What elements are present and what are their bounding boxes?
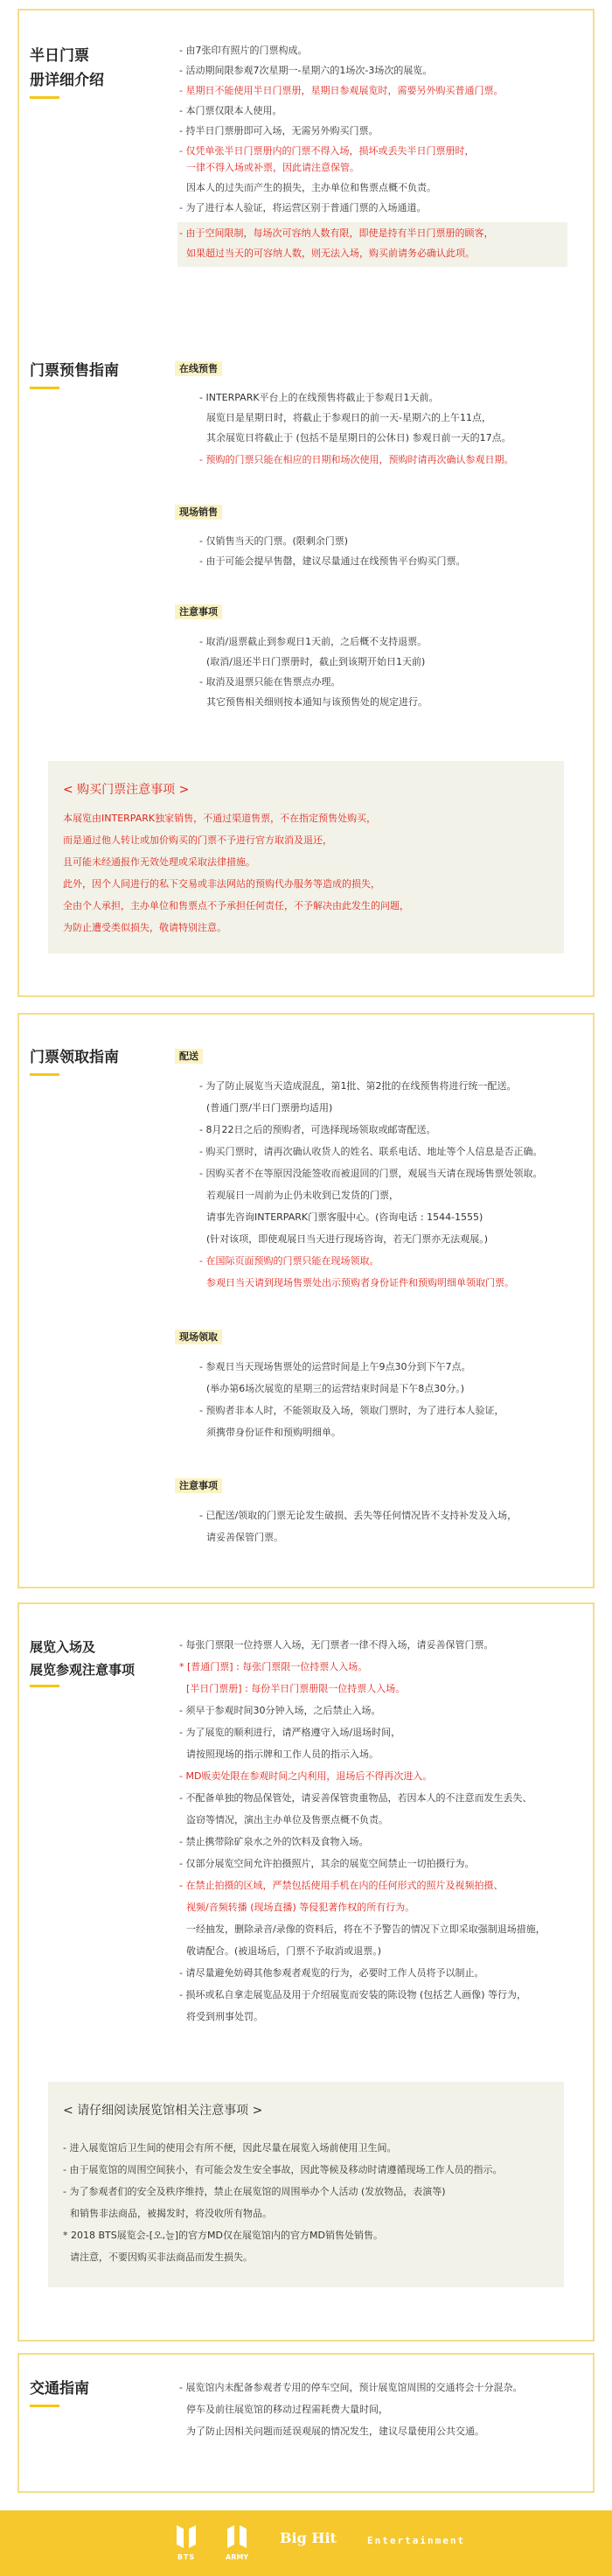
list-item: - 禁止携带除矿泉水之外的饮料及食物入场。 [179,1836,369,1847]
notice-line: - 为了参观者们的安全及秩序维持，禁止在展览馆的周围举办个人活动 (发放物品，表演等) [63,2186,446,2197]
list-item: (针对该项，即使观展日当天进行现场咨询，若无门票亦无法观展。) [206,1233,489,1245]
notice-line: - 由于展览馆的周围空间狭小，有可能会发生安全事故，因此等候及移动时请遵循现场工作人员的指示。 [63,2164,503,2175]
list-item: [半日门票册] : 每份半日门票册限一位持票人入场。 [186,1683,406,1694]
list-item: - 由7张印有照片的门票构成。 [179,45,308,56]
list-item: - 在禁止拍摄的区域，严禁包括使用手机在内的任何形式的照片及视频拍摄、 [179,1880,504,1891]
list-item: - 参观日当天现场售票处的运营时间是上午9点30分到下午7点。 [199,1361,471,1372]
list-item: - 预购的门票只能在相应的日期和场次使用，预购时请再次确认参观日期。 [199,454,514,465]
list-item: - 由于可能会提早售罄，建议尽量通过在线预售平台购买门票。 [199,555,466,567]
section1-title [30,44,104,99]
section1-title-line2: 册详细介绍 [30,72,104,89]
notice-line: - 进入展览馆后卫生间的使用会有所不便，因此尽量在展览入场前使用卫生间。 [63,2142,397,2154]
label-online-presale: 在线预售 [175,361,222,376]
list-item: - MD贩卖处限在参观时间之内利用，退场后不得再次进入。 [179,1770,433,1782]
title-underline [30,2405,59,2407]
list-item: - 为了展览的顺利进行，请严格遵守入场/退场时间， [179,1727,401,1738]
venue-notice-title: < 请仔细阅读展览馆相关注意事项 > [63,2104,263,2118]
list-item: 如果超过当天的可容纳人数，则无法入场，购买前请务必确认此项。 [186,248,475,259]
section-ticket-pickup [17,1013,595,1588]
notice-line: * 2018 BTS展览会-[오,늘]的官方MD仅在展览馆内的官方MD销售处销售。 [63,2230,383,2241]
list-item: 一经抽发，删除录音/录像的资料后，将在不予警告的情况下立即采取强制退场措施， [186,1923,546,1935]
list-item: 盗窃等情况，演出主办单位及售票点概不负责。 [186,1814,388,1826]
list-item: - 持半日门票册即可入场，无需另外购买门票。 [179,125,379,136]
notice-line: 本展览由INTERPARK独家销售，不通过渠道售票，不在指定预售处购买， [63,813,377,824]
list-item: 视频/音频转播 (现场直播) 等侵犯著作权的所有行为。 [186,1902,415,1913]
list-item: 将受到刑事处罚。 [186,2011,263,2022]
list-item: 须携带身份证件和预购明细单。 [206,1427,341,1438]
notice-line: 和销售非法商品，被揭发时，将没收所有物品。 [70,2208,272,2219]
bts-logo-text: BTS [177,2553,196,2561]
section2-title [30,359,119,389]
list-item: (普通门票/半日门票册均适用) [206,1102,333,1113]
bighit-logo [280,2530,337,2546]
section5-title [30,2377,89,2407]
title-underline [30,96,59,99]
list-item: - 星期日不能使用半日门票册，星期日参观展览时，需要另外购买普通门票。 [179,85,504,96]
label-onsite-sales: 现场销售 [175,505,222,520]
bts-logo [175,2524,198,2561]
label-onsite-pickup: 现场领取 [175,1330,222,1344]
list-item: - 请尽量避免妨碍其他参观者观览的行为，必要时工作人员将予以制止。 [179,1967,484,1979]
list-item: - INTERPARK平台上的在线预售将截止于参观日1天前。 [199,392,439,403]
section2-title-text: 门票预售指南 [30,362,119,380]
list-item: - 仅销售当天的门票。(限剩余门票) [199,535,349,547]
list-item: 敬请配合。(被退场后，门票不予取消或退票。) [186,1945,382,1957]
list-item: (取消/退还半日门票册时，截止到该期开始日1天前) [206,656,426,667]
list-item: 请妥善保管门票。 [206,1532,283,1543]
section3-title-text: 门票领取指南 [30,1049,119,1066]
list-item: 为了防止因相关问题而延误观展的情况发生，建议尽量使用公共交通。 [186,2426,484,2437]
label-delivery: 配送 [175,1049,203,1064]
list-item: * [普通门票] : 每张门票限一位持票人入场。 [179,1661,368,1672]
list-item: - 为了进行本人验证，将运营区别于普通门票的入场通道。 [179,202,427,213]
purchase-notice-title: < 购买门票注意事项 > [63,783,190,797]
list-item: - 本门票仅限本人使用。 [179,105,282,116]
list-item: - 取消/退票截止到参观日1天前，之后概不支持退票。 [199,636,428,647]
list-item: - 购买门票时，请再次确认收货人的姓名、联系电话、地址等个人信息是否正确。 [199,1146,543,1157]
list-item: - 由于空间限制，每场次可容纳人数有限，即使是持有半日门票册的顾客， [179,227,494,239]
list-item: 一律不得入场或补票，因此请注意保管。 [186,162,359,173]
section1-title-line1: 半日门票 [30,47,89,65]
list-item: - 活动期间限参观7次星期一-星期六的1场次-3场次的展览。 [179,65,433,76]
list-item: - 展览馆内未配备参观者专用的停车空间，预计展览馆周围的交通将会十分混杂。 [179,2382,523,2393]
entertainment-logo-text: Entertainment [367,2535,466,2546]
section4-title-line2: 展览参观注意事项 [30,1662,136,1678]
list-item: - 在国际页面预购的门票只能在现场领取。 [199,1255,379,1267]
title-underline [30,1073,59,1076]
list-item: 因本人的过失而产生的损失，主办单位和售票点概不负责。 [186,182,436,193]
army-logo-text: ARMY [226,2553,249,2561]
section4-title [30,1636,135,1687]
list-item: - 不配备单独的物品保管处，请妥善保管贵重物品，若因本人的不注意而发生丢失、 [179,1792,532,1804]
list-item: - 因购买者不在等原因没能签收而被退回的门票，观展当天请在现场售票处领取。 [199,1168,543,1179]
list-item: 其它预售相关细则按本通知与该预售处的规定进行。 [206,696,428,708]
list-item: (举办第6场次展览的星期三的运营结束时间是下午8点30分。) [206,1383,465,1394]
army-logo [226,2524,248,2561]
notice-line: 且可能未经通报作无效处理或采取法律措施。 [63,856,255,868]
entertainment-logo [367,2535,465,2546]
section5-title-text: 交通指南 [30,2380,89,2398]
notice-line: 请注意，不要因购买非法商品而发生损失。 [70,2251,253,2263]
notice-line: 此外，因个人间进行的私下交易或非法网站的预购代办服务等造成的损失， [63,878,380,890]
list-item: - 已配送/领取的门票无论发生破损、丢失等任何情况皆不支持补发及入场， [199,1510,518,1521]
list-item: - 损坏或私自拿走展览品及用于介绍展览而安装的陈设物 (包括艺人画像) 等行为， [179,1989,527,2000]
bighit-logo-text: Big Hit [280,2530,337,2546]
list-item: 请按照现场的指示牌和工作人员的指示入场。 [186,1749,379,1760]
list-item: - 须早于参观时间30分钟入场，之后禁止入场。 [179,1705,381,1716]
list-item: 若观展日一周前为止仍未收到已发货的门票， [206,1190,399,1201]
list-item: - 8月22日之后的预购者，可选择现场领取或邮寄配送。 [199,1124,436,1135]
list-item: - 仅部分展览空间允许拍摄照片，其余的展览空间禁止一切拍摄行为。 [179,1858,475,1869]
list-item: 展览日是星期日时，将截止于参观日的前一天-星期六的上午11点， [206,412,491,423]
title-underline [30,1685,59,1687]
title-underline [30,387,59,389]
section3-title [30,1045,119,1076]
label-caution: 注意事项 [175,1478,222,1493]
footer [0,2510,612,2576]
section-transport [17,2353,595,2493]
list-item: 其余展览日将截止于 (包括不是星期日的公休日) 参观日前一天的17点。 [206,432,511,443]
list-item: 请事先咨询INTERPARK门票客服中心。(咨询电话 : 1544-1555) [206,1211,483,1223]
section4-title-line1: 展览入场及 [30,1639,96,1655]
list-item: - 为了防止展览当天造成混乱，第1批、第2批的在线预售将进行统一配送。 [199,1080,517,1092]
label-caution: 注意事项 [175,604,222,619]
army-logo-icon [226,2524,248,2550]
bts-logo-icon [175,2524,198,2550]
list-item: - 取消及退票只能在售票点办理。 [199,676,341,688]
list-item: 停车及前往展览馆的移动过程需耗费大量时间， [186,2404,388,2415]
notice-line: 为防止遭受类似损失，敬请特别注意。 [63,922,226,933]
notice-line: 而是通过他人转让或加价购买的门票不予进行官方取消及退还， [63,834,332,846]
list-item: - 预购者非本人时，不能领取及入场，领取门票时，为了进行本人验证， [199,1405,504,1416]
notice-line: 全由个人承担，主办单位和售票点不予承担任何责任，不予解决由此发生的问题， [63,900,409,911]
list-item: 参观日当天请到现场售票处出示预购者身份证件和预购明细单领取门票。 [206,1277,514,1288]
list-item: - 仅凭单张半日门票册内的门票不得入场，损坏或丢失半日门票册时， [179,145,475,157]
list-item: - 每张门票限一位持票人入场，无门票者一律不得入场，请妥善保管门票。 [179,1639,494,1651]
